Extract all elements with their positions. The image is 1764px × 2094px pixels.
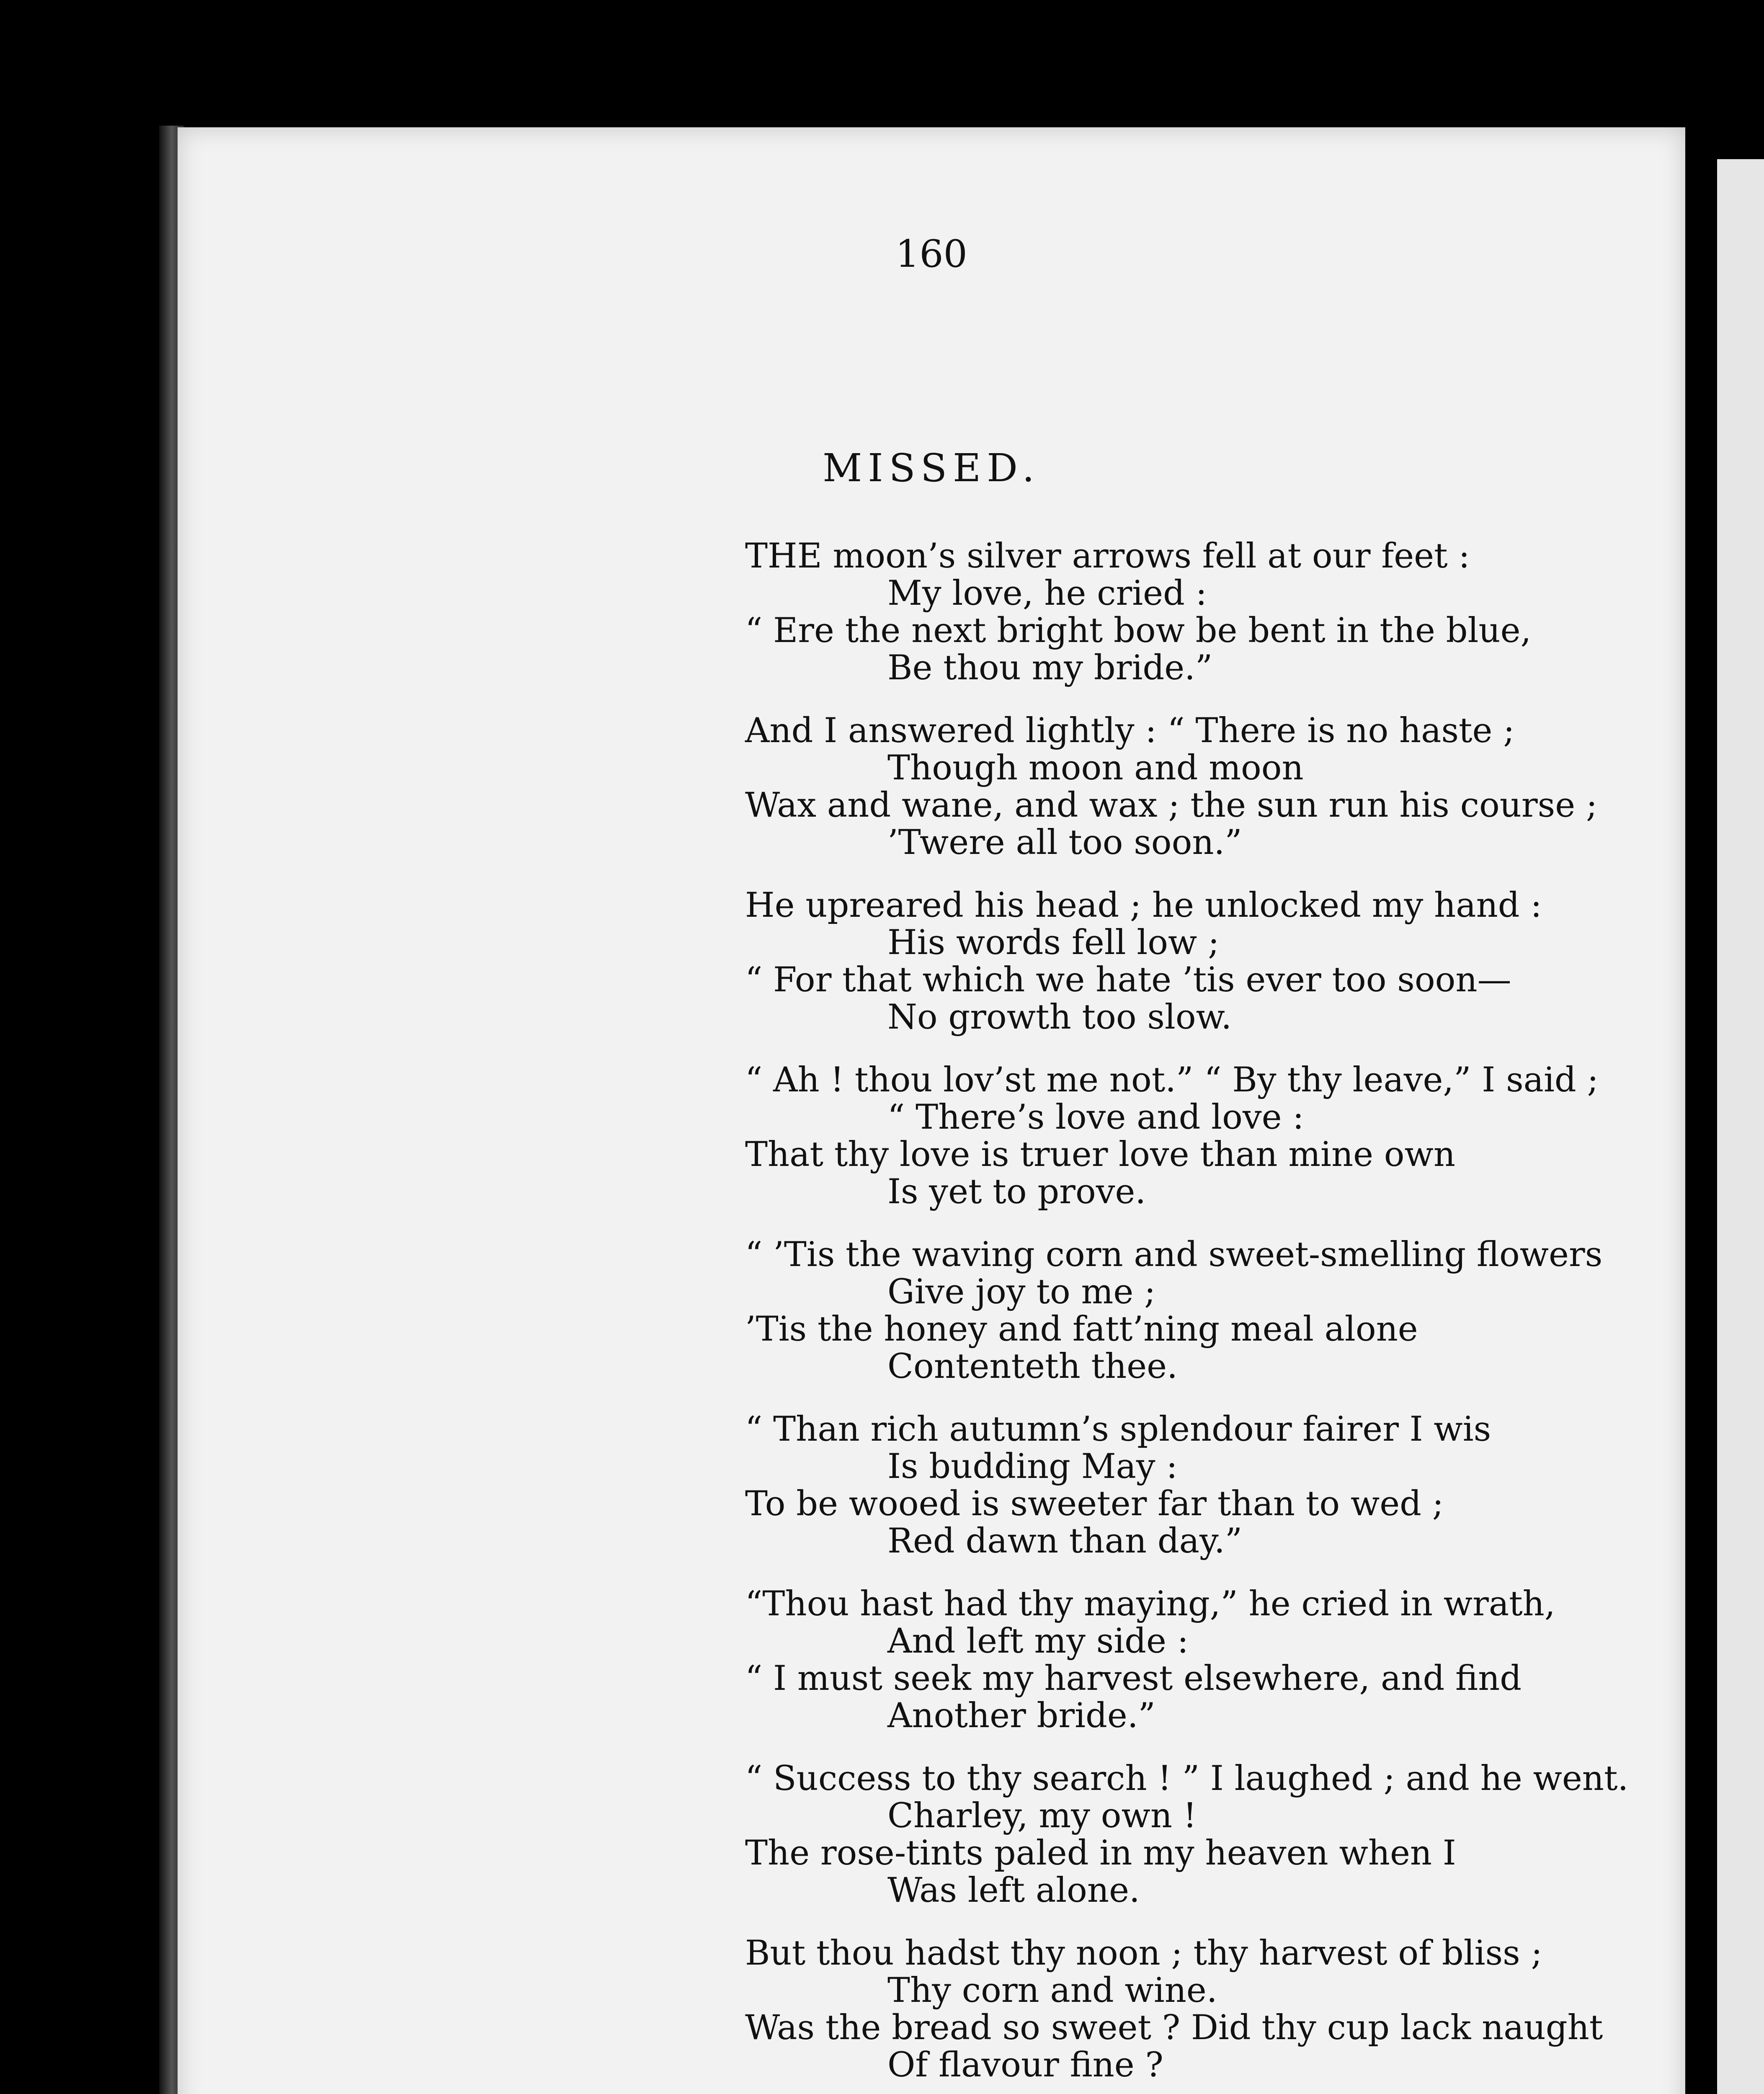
poem-line: Is budding May : bbox=[887, 1447, 1178, 1486]
poem-line: Charley, my own ! bbox=[887, 1796, 1197, 1836]
poem-line: The rose-tints paled in my heaven when I bbox=[745, 1834, 1456, 1873]
stanza bbox=[745, 1062, 1666, 1211]
poem-line: Another bride.” bbox=[887, 1696, 1155, 1736]
page-number: 160 bbox=[895, 232, 967, 276]
poem-line: ’Twere all too soon.” bbox=[887, 823, 1242, 862]
poem-line: “ Than rich autumn’s splendour fairer I wis bbox=[745, 1410, 1491, 1449]
poem-line: But thou hadst thy noon ; thy harvest of bliss ; bbox=[745, 1934, 1542, 1973]
poem-line: He upreared his head ; he unlocked my hand : bbox=[745, 886, 1542, 925]
adjacent-page-strip bbox=[1717, 159, 1764, 2094]
poem-line: Red dawn than day.” bbox=[887, 1522, 1243, 1561]
poem-line: “ ’Tis the waving corn and sweet-smelling flowers bbox=[745, 1235, 1603, 1274]
poem-line: Was left alone. bbox=[887, 1871, 1140, 1910]
poem-line: Be thou my bride.” bbox=[887, 648, 1213, 688]
poem-line: Though moon and moon bbox=[887, 748, 1304, 788]
poem-body bbox=[745, 538, 1666, 2094]
poem-line: His words fell low ; bbox=[887, 923, 1220, 962]
poem-line: THE moon’s silver arrows fell at our feet : bbox=[745, 536, 1470, 576]
poem-line: And left my side : bbox=[887, 1622, 1189, 1661]
poem-line: ’Tis the honey and fatt’ning meal alone bbox=[745, 1310, 1418, 1349]
poem-line: “ Success to thy search ! ” I laughed ; and he went. bbox=[745, 1759, 1629, 1798]
poem-line: Wax and wane, and wax ; the sun run his course ; bbox=[745, 786, 1598, 825]
stanza bbox=[745, 1935, 1666, 2084]
stanza bbox=[745, 887, 1666, 1036]
poem-title: MISSED. bbox=[823, 446, 1040, 490]
poem-line: Is yet to prove. bbox=[887, 1172, 1146, 1212]
stanza bbox=[745, 1760, 1666, 1909]
stanza bbox=[745, 538, 1666, 687]
poem-line: Of flavour fine ? bbox=[887, 2045, 1163, 2085]
poem-line: And I answered lightly : “ There is no haste ; bbox=[745, 711, 1515, 750]
poem-line: Was the bread so sweet ? Did thy cup lack naught bbox=[745, 2008, 1603, 2048]
poem-line: Contenteth thee. bbox=[887, 1347, 1178, 1386]
poem-line: “ I must seek my harvest elsewhere, and find bbox=[745, 1659, 1522, 1698]
poem-line: To be wooed is sweeter far than to wed ; bbox=[745, 1484, 1444, 1524]
poem-line: “ There’s love and love : bbox=[887, 1098, 1304, 1137]
poem-line: Give joy to me ; bbox=[887, 1272, 1156, 1312]
poem-line: “ For that which we hate ’tis ever too soon— bbox=[745, 960, 1511, 1000]
poem-line: “Thou hast had thy maying,” he cried in wrath, bbox=[745, 1584, 1555, 1624]
poem-line: No growth too slow. bbox=[887, 998, 1232, 1037]
book-page bbox=[178, 127, 1685, 2094]
poem-line: My love, he cried : bbox=[887, 574, 1207, 613]
poem-line: “ Ah ! thou lov’st me not.” “ By thy leave,” I said ; bbox=[745, 1060, 1599, 1100]
stanza bbox=[745, 712, 1666, 861]
stanza bbox=[745, 1586, 1666, 1735]
stanza bbox=[745, 1411, 1666, 1560]
poem-line: That thy love is truer love than mine own bbox=[745, 1135, 1456, 1174]
poem-line: Thy corn and wine. bbox=[887, 1971, 1217, 2010]
poem-line: “ Ere the next bright bow be bent in the blue, bbox=[745, 611, 1532, 650]
stanza bbox=[745, 1236, 1666, 1385]
